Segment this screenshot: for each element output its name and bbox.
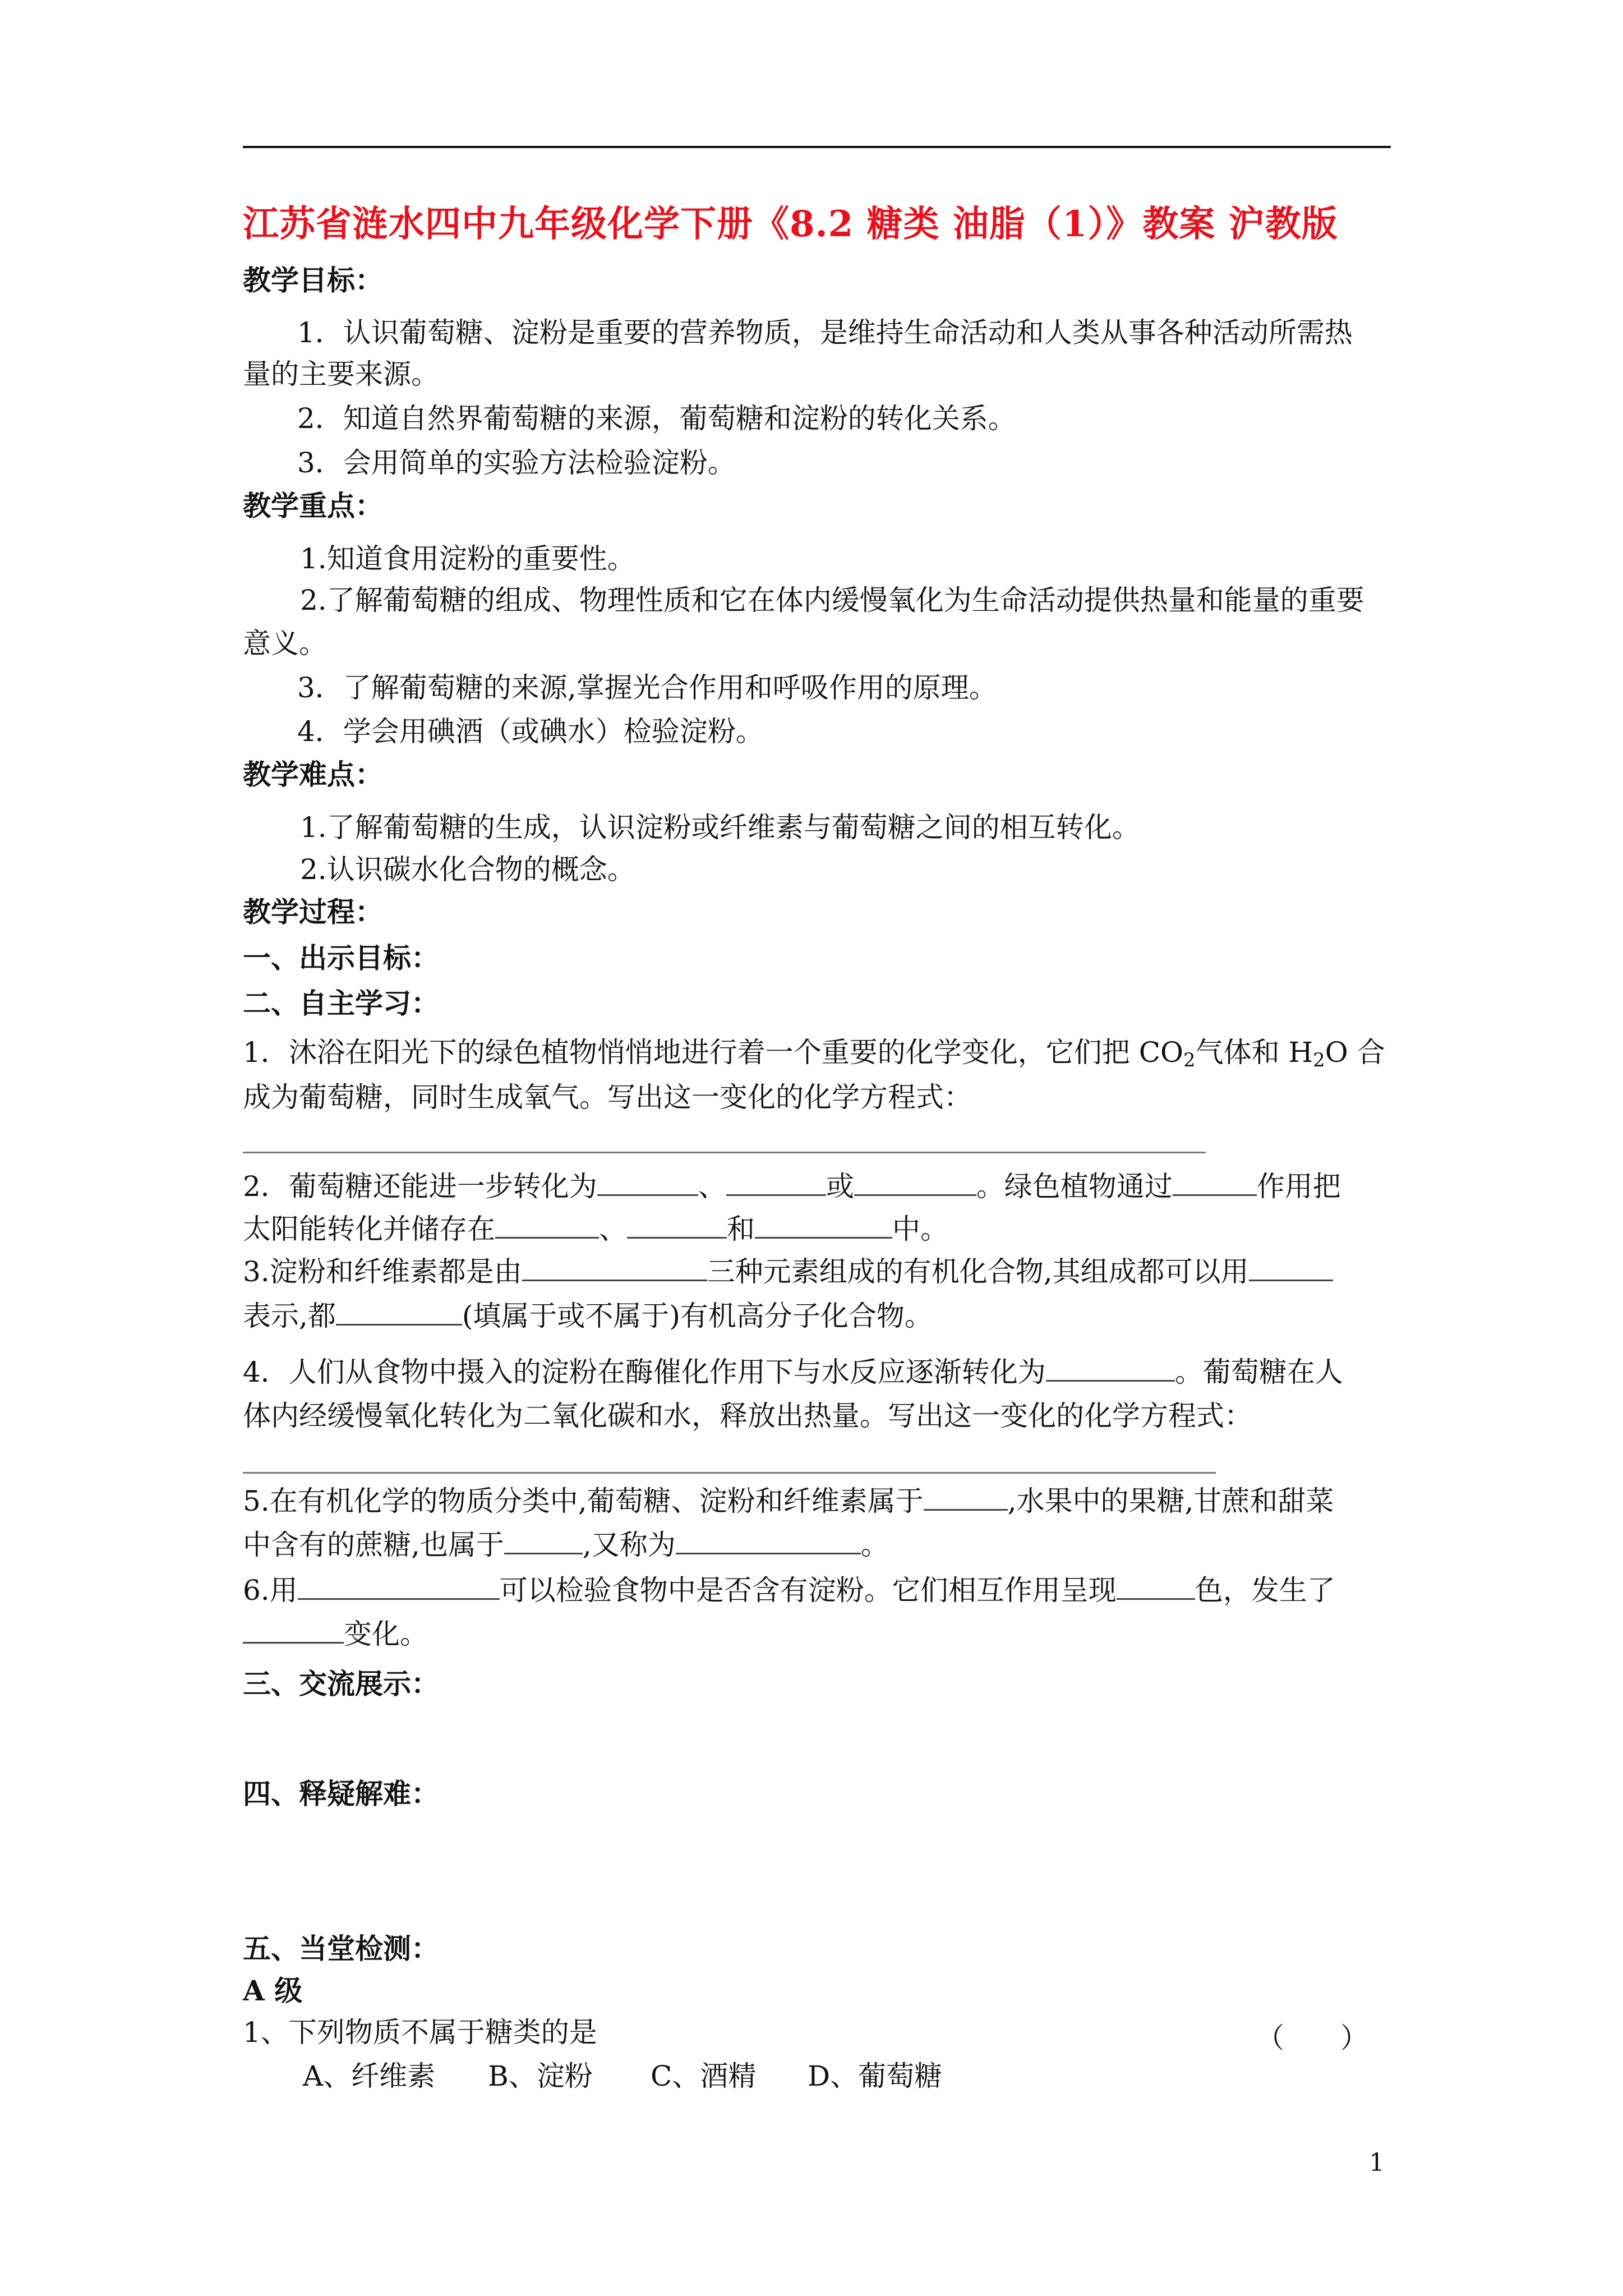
question-2-cont [243, 1212, 948, 1246]
keypoint-item-2: 2.了解葡萄糖的组成、物理性质和它在体内缓慢氧化为生命活动提供热量和能量的重要 [300, 584, 1364, 616]
blank-field[interactable] [676, 1528, 861, 1554]
option-d[interactable]: D、葡萄糖 [808, 2060, 943, 2092]
section-2-heading: 二、自主学习： [243, 987, 439, 1020]
goal-item-1: 1．认识葡萄糖、淀粉是重要的营养物质，是维持生命活动和人类从事各种活动所需热 [297, 316, 1353, 349]
blank-field[interactable] [243, 1617, 344, 1644]
q2-text-i: 中。 [892, 1213, 948, 1245]
question-5-cont [243, 1528, 889, 1562]
q6-text-d: 变化。 [344, 1618, 428, 1650]
section-1-heading: 一、出示目标： [243, 941, 439, 974]
q1-text-a: 1．沐浴在阳光下的绿色植物悄悄地进行着一个重要的化学变化，它们把 CO [243, 1036, 1183, 1069]
blank-field[interactable] [1249, 1255, 1333, 1281]
keypoints-heading: 教学重点： [243, 489, 383, 522]
question-1-cont: 成为葡萄糖，同时生成氧气。写出这一变化的化学方程式： [243, 1081, 972, 1114]
blank-field[interactable] [597, 1170, 698, 1196]
blank-field[interactable] [1117, 1573, 1195, 1600]
q1-subscript-h2o: 2 [1313, 1049, 1325, 1071]
keypoint-item-3: 3．了解葡萄糖的来源,掌握光合作用和呼吸作用的原理。 [297, 671, 997, 704]
question-2 [243, 1170, 1341, 1203]
q5-text-e: 。 [860, 1529, 889, 1561]
question-5 [243, 1484, 1334, 1518]
q2-text-d: 。绿色植物通过 [976, 1170, 1173, 1203]
question-3 [243, 1255, 1333, 1289]
difficulty-item-2: 2.认识碳水化合物的概念。 [300, 853, 635, 886]
header-rule [243, 146, 1391, 148]
option-b[interactable]: B、淀粉 [488, 2060, 593, 2092]
q2-text-f: 太阳能转化并储存在 [243, 1213, 495, 1245]
q2-text-e: 作用把 [1256, 1170, 1341, 1203]
process-heading: 教学过程： [243, 895, 383, 928]
keypoint-item-2-cont: 意义。 [243, 627, 327, 660]
q2-text-g: 、 [599, 1213, 627, 1245]
goal-item-1-cont: 量的主要来源。 [243, 358, 439, 390]
blank-field[interactable] [627, 1212, 727, 1239]
blank-field[interactable] [298, 1573, 500, 1600]
blank-field[interactable] [924, 1484, 1008, 1511]
blank-field[interactable] [755, 1212, 892, 1239]
option-a[interactable]: A、纤维素 [303, 2060, 436, 2092]
section-4-heading: 四、释疑解难： [243, 1777, 439, 1810]
q5-text-d: ,又称为 [582, 1529, 676, 1561]
keypoint-item-4: 4．学会用碘酒（或碘水）检验淀粉。 [297, 715, 764, 748]
q2-text-h: 和 [727, 1213, 755, 1245]
blank-field[interactable] [504, 1528, 583, 1554]
question-4-cont: 体内经缓慢氧化转化为二氧化碳和水，释放出热量。写出这一变化的化学方程式： [243, 1400, 1252, 1432]
difficulties-heading: 教学难点： [243, 758, 383, 791]
q5-text-b: ,水果中的果糖,甘蔗和甜菜 [1007, 1485, 1334, 1517]
blank-field[interactable] [726, 1170, 826, 1196]
q4-text-b: 。葡萄糖在人 [1174, 1356, 1343, 1388]
q3-text-c: 表示,都 [243, 1300, 336, 1332]
answer-line-2[interactable] [243, 1472, 1216, 1474]
q1-text-b: 气体和 H [1195, 1036, 1313, 1069]
answer-line-1[interactable] [243, 1152, 1206, 1153]
question-6 [243, 1573, 1335, 1607]
section-3-heading: 三、交流展示： [243, 1667, 439, 1700]
answer-parentheses[interactable]: （ ） [1256, 2022, 1368, 2054]
mc-question-1: 1、下列物质不属于糖类的是 [243, 2016, 597, 2049]
goals-heading: 教学目标： [243, 264, 383, 297]
q6-text-c: 色，发生了 [1195, 1574, 1335, 1607]
q4-text-a: 4．人们从食物中摄入的淀粉在酶催化作用下与水反应逐渐转化为 [243, 1356, 1046, 1388]
blank-field[interactable] [1173, 1170, 1257, 1196]
q5-text-c: 中含有的蔗糖,也属于 [243, 1529, 504, 1561]
q5-text-a: 5.在有机化学的物质分类中,葡萄糖、淀粉和纤维素属于 [243, 1485, 924, 1517]
q3-text-b: 三种元素组成的有机化合物,其组成都可以用 [707, 1255, 1249, 1288]
q2-text-b: 、 [698, 1170, 726, 1203]
difficulty-item-1: 1.了解葡萄糖的生成，认识淀粉或纤维素与葡萄糖之间的相互转化。 [300, 811, 1140, 844]
document-title: 江苏省涟水四中九年级化学下册《8.2 糖类 油脂（1）》教案 沪教版 [243, 203, 1338, 245]
option-c[interactable]: C、酒精 [651, 2060, 757, 2092]
blank-field[interactable] [495, 1212, 599, 1239]
q3-text-d: (填属于或不属于)有机高分子化合物。 [462, 1300, 933, 1332]
q2-text-c: 或 [826, 1170, 854, 1203]
q3-text-a: 3.淀粉和纤维素都是由 [243, 1255, 522, 1288]
level-heading: A 级 [243, 1974, 303, 2007]
page-number: 1 [1369, 2148, 1385, 2177]
q6-text-b: 可以检验食物中是否含有淀粉。它们相互作用呈现 [499, 1574, 1117, 1607]
q6-text-a: 6.用 [243, 1574, 298, 1607]
q1-subscript-co2: 2 [1183, 1049, 1196, 1071]
blank-field[interactable] [522, 1255, 707, 1281]
blank-field[interactable] [336, 1299, 462, 1326]
question-4 [243, 1355, 1343, 1389]
keypoint-item-1: 1.知道食用淀粉的重要性。 [300, 542, 635, 575]
question-1 [243, 1036, 1385, 1069]
q2-text-a: 2．葡萄糖还能进一步转化为 [243, 1170, 597, 1203]
blank-field[interactable] [854, 1170, 976, 1196]
question-6-cont [243, 1617, 428, 1651]
goal-item-2: 2．知道自然界葡萄糖的来源，葡萄糖和淀粉的转化关系。 [297, 402, 1016, 435]
goal-item-3: 3．会用简单的实验方法检验淀粉。 [297, 447, 736, 479]
question-3-cont [243, 1299, 933, 1333]
blank-field[interactable] [1046, 1355, 1175, 1382]
section-5-heading: 五、当堂检测： [243, 1932, 439, 1965]
q1-text-c: O 合 [1325, 1036, 1385, 1069]
